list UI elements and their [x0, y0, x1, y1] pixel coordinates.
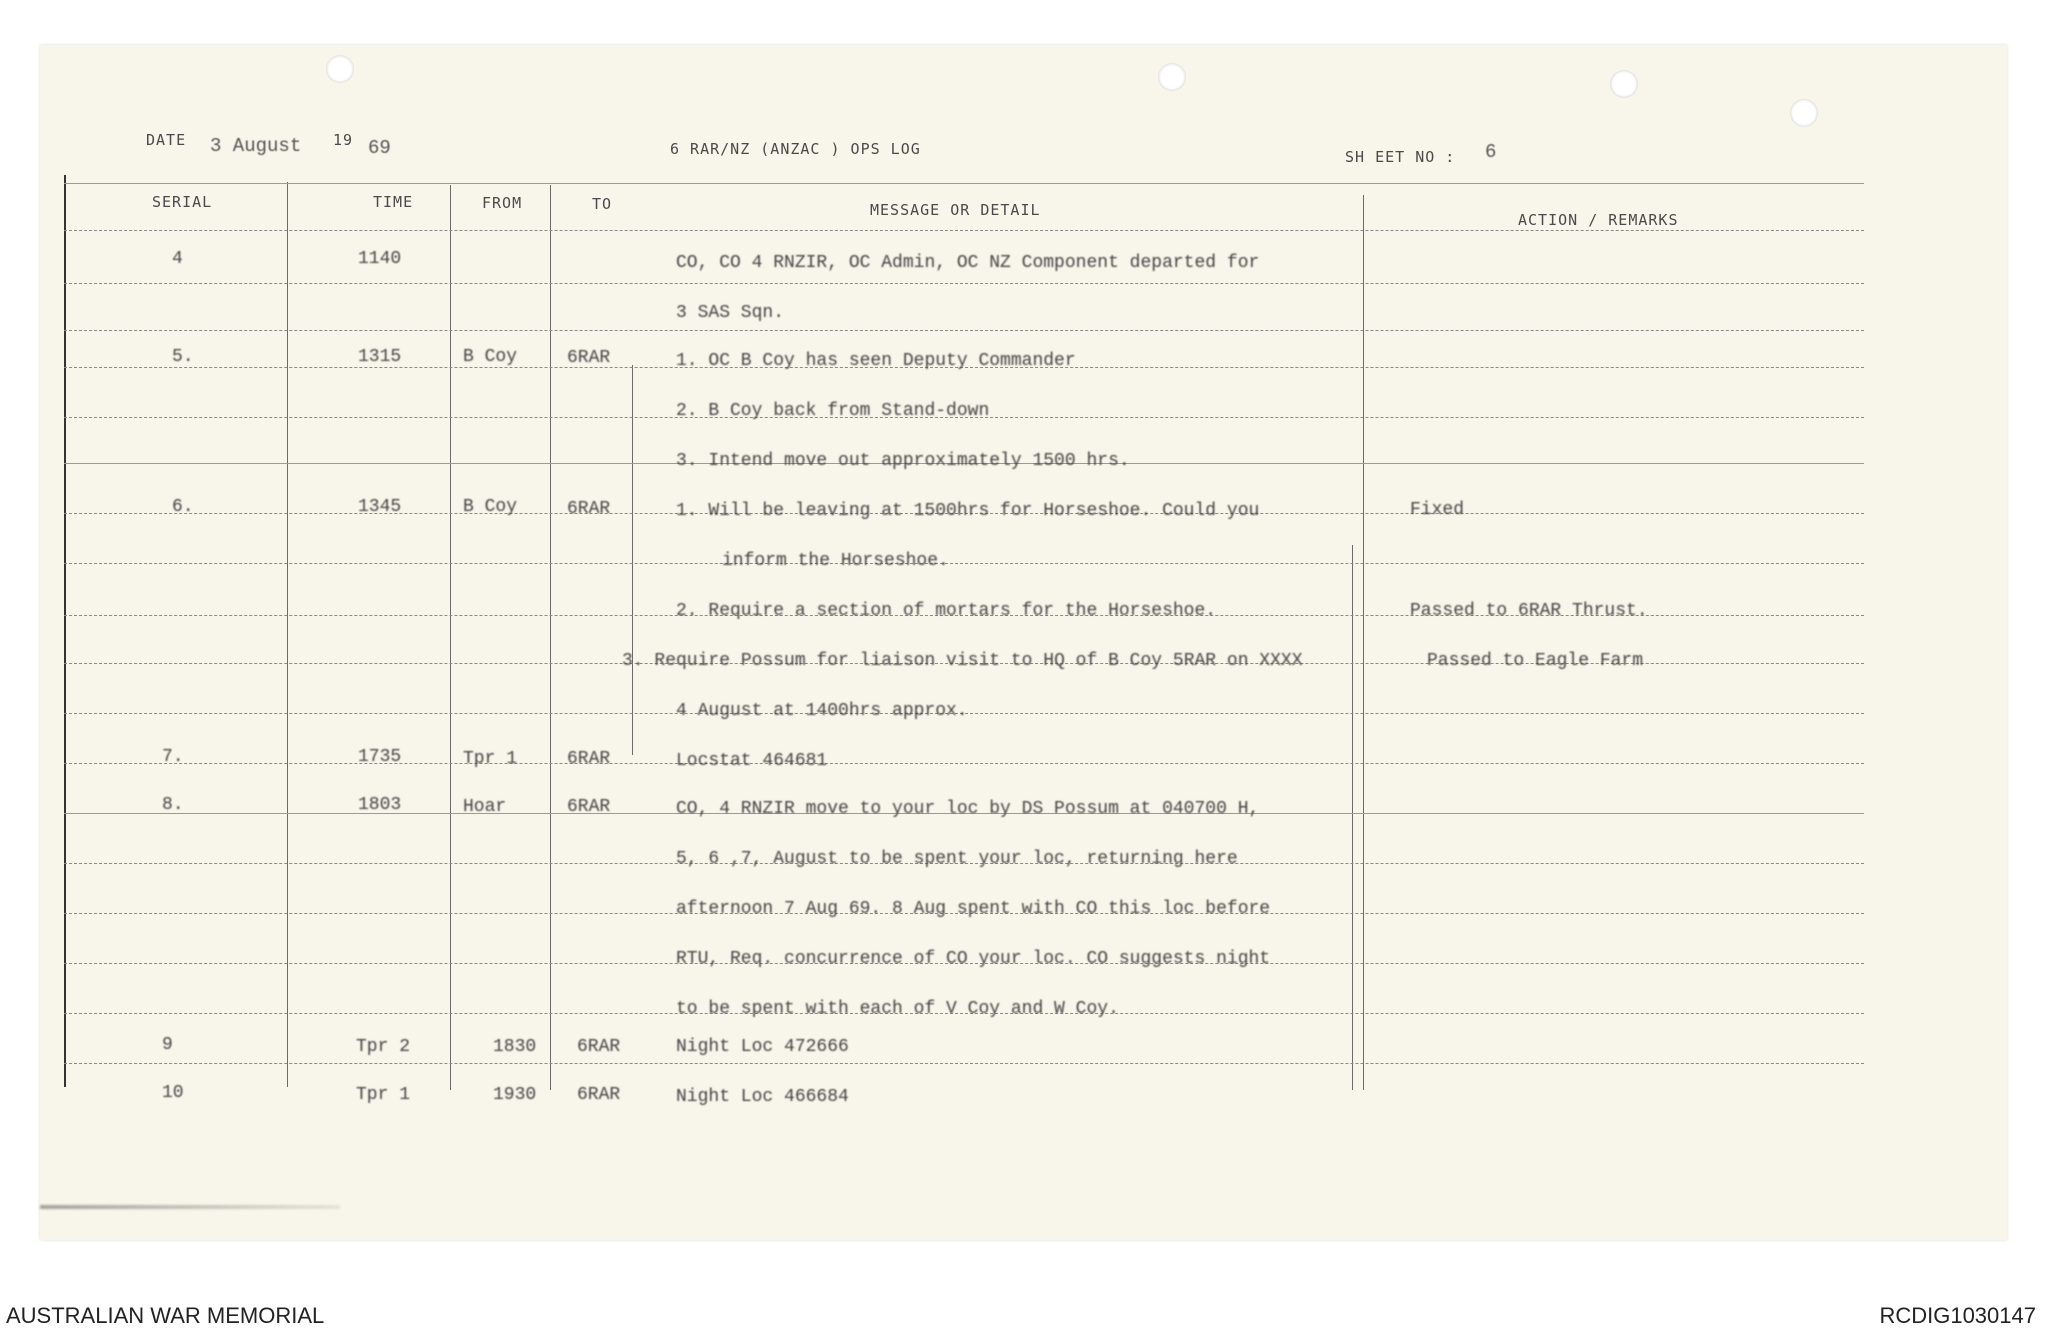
from-cell: 1930: [493, 1085, 537, 1105]
row-rule: [64, 330, 1864, 331]
message-line: 2. B Coy back from Stand-down: [676, 401, 990, 421]
footer-right: RCDIG1030147: [1879, 1303, 2036, 1328]
message-line: 3 SAS Sqn.: [676, 303, 785, 323]
time-cell: 1803: [358, 795, 402, 815]
from-cell: Tpr 1: [463, 749, 518, 769]
message-line: 2. Require a section of mortars for the Horseshoe.: [676, 601, 1217, 621]
serial-cell: 7.: [162, 747, 184, 767]
row-rule: [64, 283, 1864, 284]
col-action: ACTION / REMARKS: [1518, 211, 1679, 229]
message-line: CO, 4 RNZIR move to your loc by DS Possum at 040700 H,: [676, 799, 1260, 819]
footer-left: AUSTRALIAN WAR MEMORIAL: [6, 1303, 325, 1328]
column-rule: [287, 182, 288, 1087]
document-page: [40, 45, 2007, 1240]
sheet-value: 6: [1485, 141, 1497, 163]
message-line: to be spent with each of V Coy and W Coy.: [676, 999, 1119, 1019]
time-cell: Tpr 1: [356, 1085, 411, 1105]
log-title: 6 RAR/NZ (ANZAC ) OPS LOG: [670, 140, 921, 158]
message-line: 1. OC B Coy has seen Deputy Commander: [676, 351, 1076, 371]
message-line: 4 August at 1400hrs approx.: [676, 701, 968, 721]
row-rule: [64, 230, 1864, 231]
message-line: 3. Intend move out approximately 1500 hrs.: [676, 451, 1130, 471]
action-cell: Passed to Eagle Farm: [1427, 651, 1644, 671]
col-message: MESSAGE OR DETAIL: [870, 201, 1041, 219]
serial-cell: 6.: [172, 497, 194, 517]
time-cell: 1140: [358, 249, 402, 269]
message-line: inform the Horseshoe.: [722, 551, 949, 571]
to-cell: 6RAR: [567, 749, 611, 769]
message-line: 3. Require Possum for liaison visit to HQ of B Coy 5RAR on XXXX: [622, 651, 1303, 671]
from-cell: B Coy: [463, 497, 518, 517]
message-line: afternoon 7 Aug 69. 8 Aug spent with CO this loc before: [676, 899, 1271, 919]
column-rule: [632, 365, 633, 755]
action-cell: Passed to 6RAR Thrust.: [1410, 601, 1648, 621]
date-value: 3 August: [210, 135, 302, 157]
serial-cell: 4: [172, 249, 183, 269]
col-serial: SERIAL: [152, 193, 213, 211]
serial-cell: 8.: [162, 795, 184, 815]
time-cell: 1345: [358, 497, 402, 517]
message-line: RTU, Req. concurrence of CO your loc. CO suggests night: [676, 949, 1271, 969]
sheet-label: SH EET NO :: [1345, 148, 1456, 166]
message-line: 1. Will be leaving at 1500hrs for Horseshoe. Could you: [676, 501, 1260, 521]
action-cell: Fixed: [1410, 500, 1465, 520]
message-line: Locstat 464681: [676, 751, 828, 771]
message-line: Night Loc 466684: [676, 1087, 849, 1107]
row-rule: [64, 1063, 1864, 1064]
row-rule: [64, 563, 1864, 564]
time-cell: 1735: [358, 747, 402, 767]
to-cell: 6RAR: [567, 499, 611, 519]
col-to: TO: [592, 195, 613, 213]
year-prefix: 19: [333, 131, 354, 149]
punch-hole: [1610, 70, 1638, 98]
to-cell: 6RAR: [577, 1037, 621, 1057]
time-cell: 1315: [358, 347, 402, 367]
punch-hole: [1790, 99, 1818, 127]
to-cell: 6RAR: [567, 348, 611, 368]
header-rule: [64, 183, 1864, 184]
message-line: Night Loc 472666: [676, 1037, 849, 1057]
time-cell: Tpr 2: [356, 1037, 411, 1057]
column-rule: [550, 185, 551, 1090]
ink-smudge: [40, 1205, 340, 1209]
row-rule: [64, 763, 1864, 764]
date-label: DATE: [146, 131, 187, 149]
punch-hole: [326, 55, 354, 83]
serial-cell: 5.: [172, 347, 194, 367]
to-cell: 6RAR: [567, 797, 611, 817]
serial-cell: 10: [162, 1083, 184, 1103]
from-cell: B Coy: [463, 347, 518, 367]
message-line: CO, CO 4 RNZIR, OC Admin, OC NZ Component departed for: [676, 253, 1260, 273]
message-line: 5, 6 ,7, August to be spent your loc, returning here: [676, 849, 1238, 869]
serial-cell: 9: [162, 1035, 173, 1055]
left-border-rule: [64, 175, 66, 1087]
from-cell: 1830: [493, 1037, 537, 1057]
column-rule: [1352, 545, 1353, 1090]
col-time: TIME: [373, 193, 414, 211]
column-rule: [450, 185, 451, 1090]
to-cell: 6RAR: [577, 1085, 621, 1105]
year-value: 69: [368, 137, 391, 159]
from-cell: Hoar: [463, 797, 507, 817]
col-from: FROM: [482, 194, 523, 212]
punch-hole: [1158, 63, 1186, 91]
